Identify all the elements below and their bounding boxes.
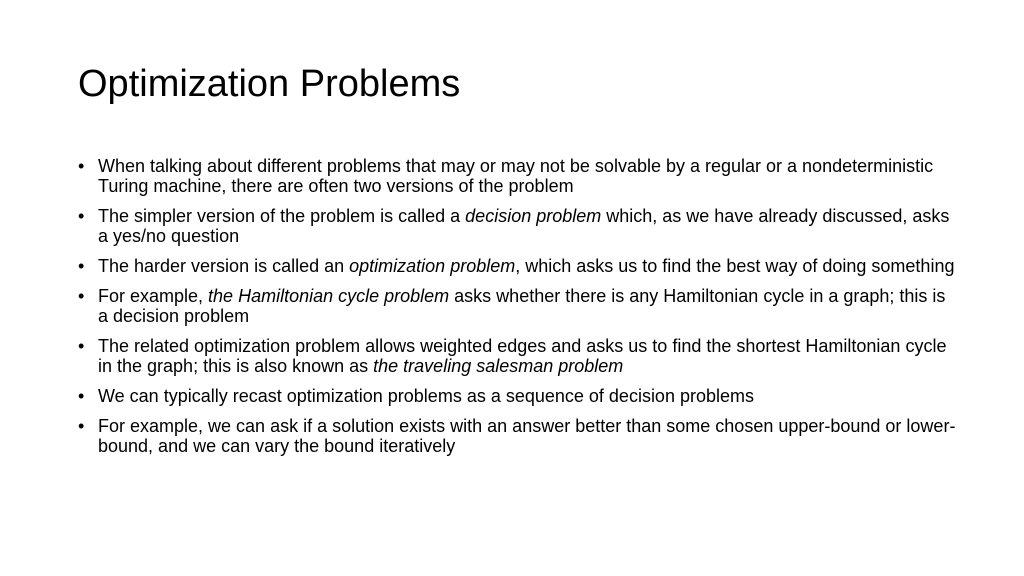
bullet-text-plain: asks whether there is any Hamiltonian cycle in a graph; this is a decision problem — [98, 286, 946, 326]
bullet-text — [98, 336, 946, 376]
bullet-text-plain: , which asks us to find the best way of doing something — [515, 256, 955, 276]
bullet-text-plain: For example, we can ask if a solution exists with an answer better than some chosen upper-bound or lower-bound, and we can vary the bound iteratively — [98, 416, 956, 456]
bullet-icon: • — [78, 156, 85, 176]
bullet-text-italic: the traveling salesman problem — [373, 356, 624, 376]
bullet-item — [78, 256, 958, 276]
bullet-icon: • — [78, 256, 85, 276]
bullet-item — [78, 386, 958, 406]
bullet-text-italic: optimization problem — [349, 256, 516, 276]
bullet-text-plain: The harder version is called an — [98, 256, 350, 276]
bullet-list — [78, 156, 958, 466]
bullet-item — [78, 206, 958, 246]
bullet-item — [78, 336, 958, 376]
bullet-text — [98, 286, 945, 326]
bullet-text — [98, 386, 754, 406]
bullet-icon: • — [78, 386, 85, 406]
bullet-text-italic: the Hamiltonian cycle problem — [208, 286, 450, 306]
bullet-text-plain: The related optimization problem allows weighted edges and asks us to find the shortest Hamiltonian cycle in the graph; this is also known as — [98, 336, 947, 376]
bullet-text — [98, 416, 955, 456]
bullet-text — [98, 156, 933, 196]
bullet-item — [78, 156, 958, 196]
bullet-text-plain: which, as we have already discussed, asks a yes/no question — [98, 206, 950, 246]
bullet-text-plain: When talking about different problems that may or may not be solvable by a regular or a nondeterministic Turing machine, there are often two versions of the problem — [98, 156, 934, 196]
bullet-icon: • — [78, 206, 85, 226]
bullet-text-plain: We can typically recast optimization problems as a sequence of decision problems — [98, 386, 754, 406]
bullet-text-plain: For example, — [98, 286, 209, 306]
bullet-item — [78, 416, 958, 456]
bullet-text — [98, 256, 954, 276]
bullet-item — [78, 286, 958, 326]
bullet-text-plain: The simpler version of the problem is called a — [98, 206, 466, 226]
bullet-text-italic: decision problem — [465, 206, 602, 226]
bullet-icon: • — [78, 416, 85, 436]
bullet-icon: • — [78, 336, 85, 356]
bullet-icon: • — [78, 286, 85, 306]
bullet-text — [98, 206, 949, 246]
slide-title: Optimization Problems — [78, 63, 461, 105]
